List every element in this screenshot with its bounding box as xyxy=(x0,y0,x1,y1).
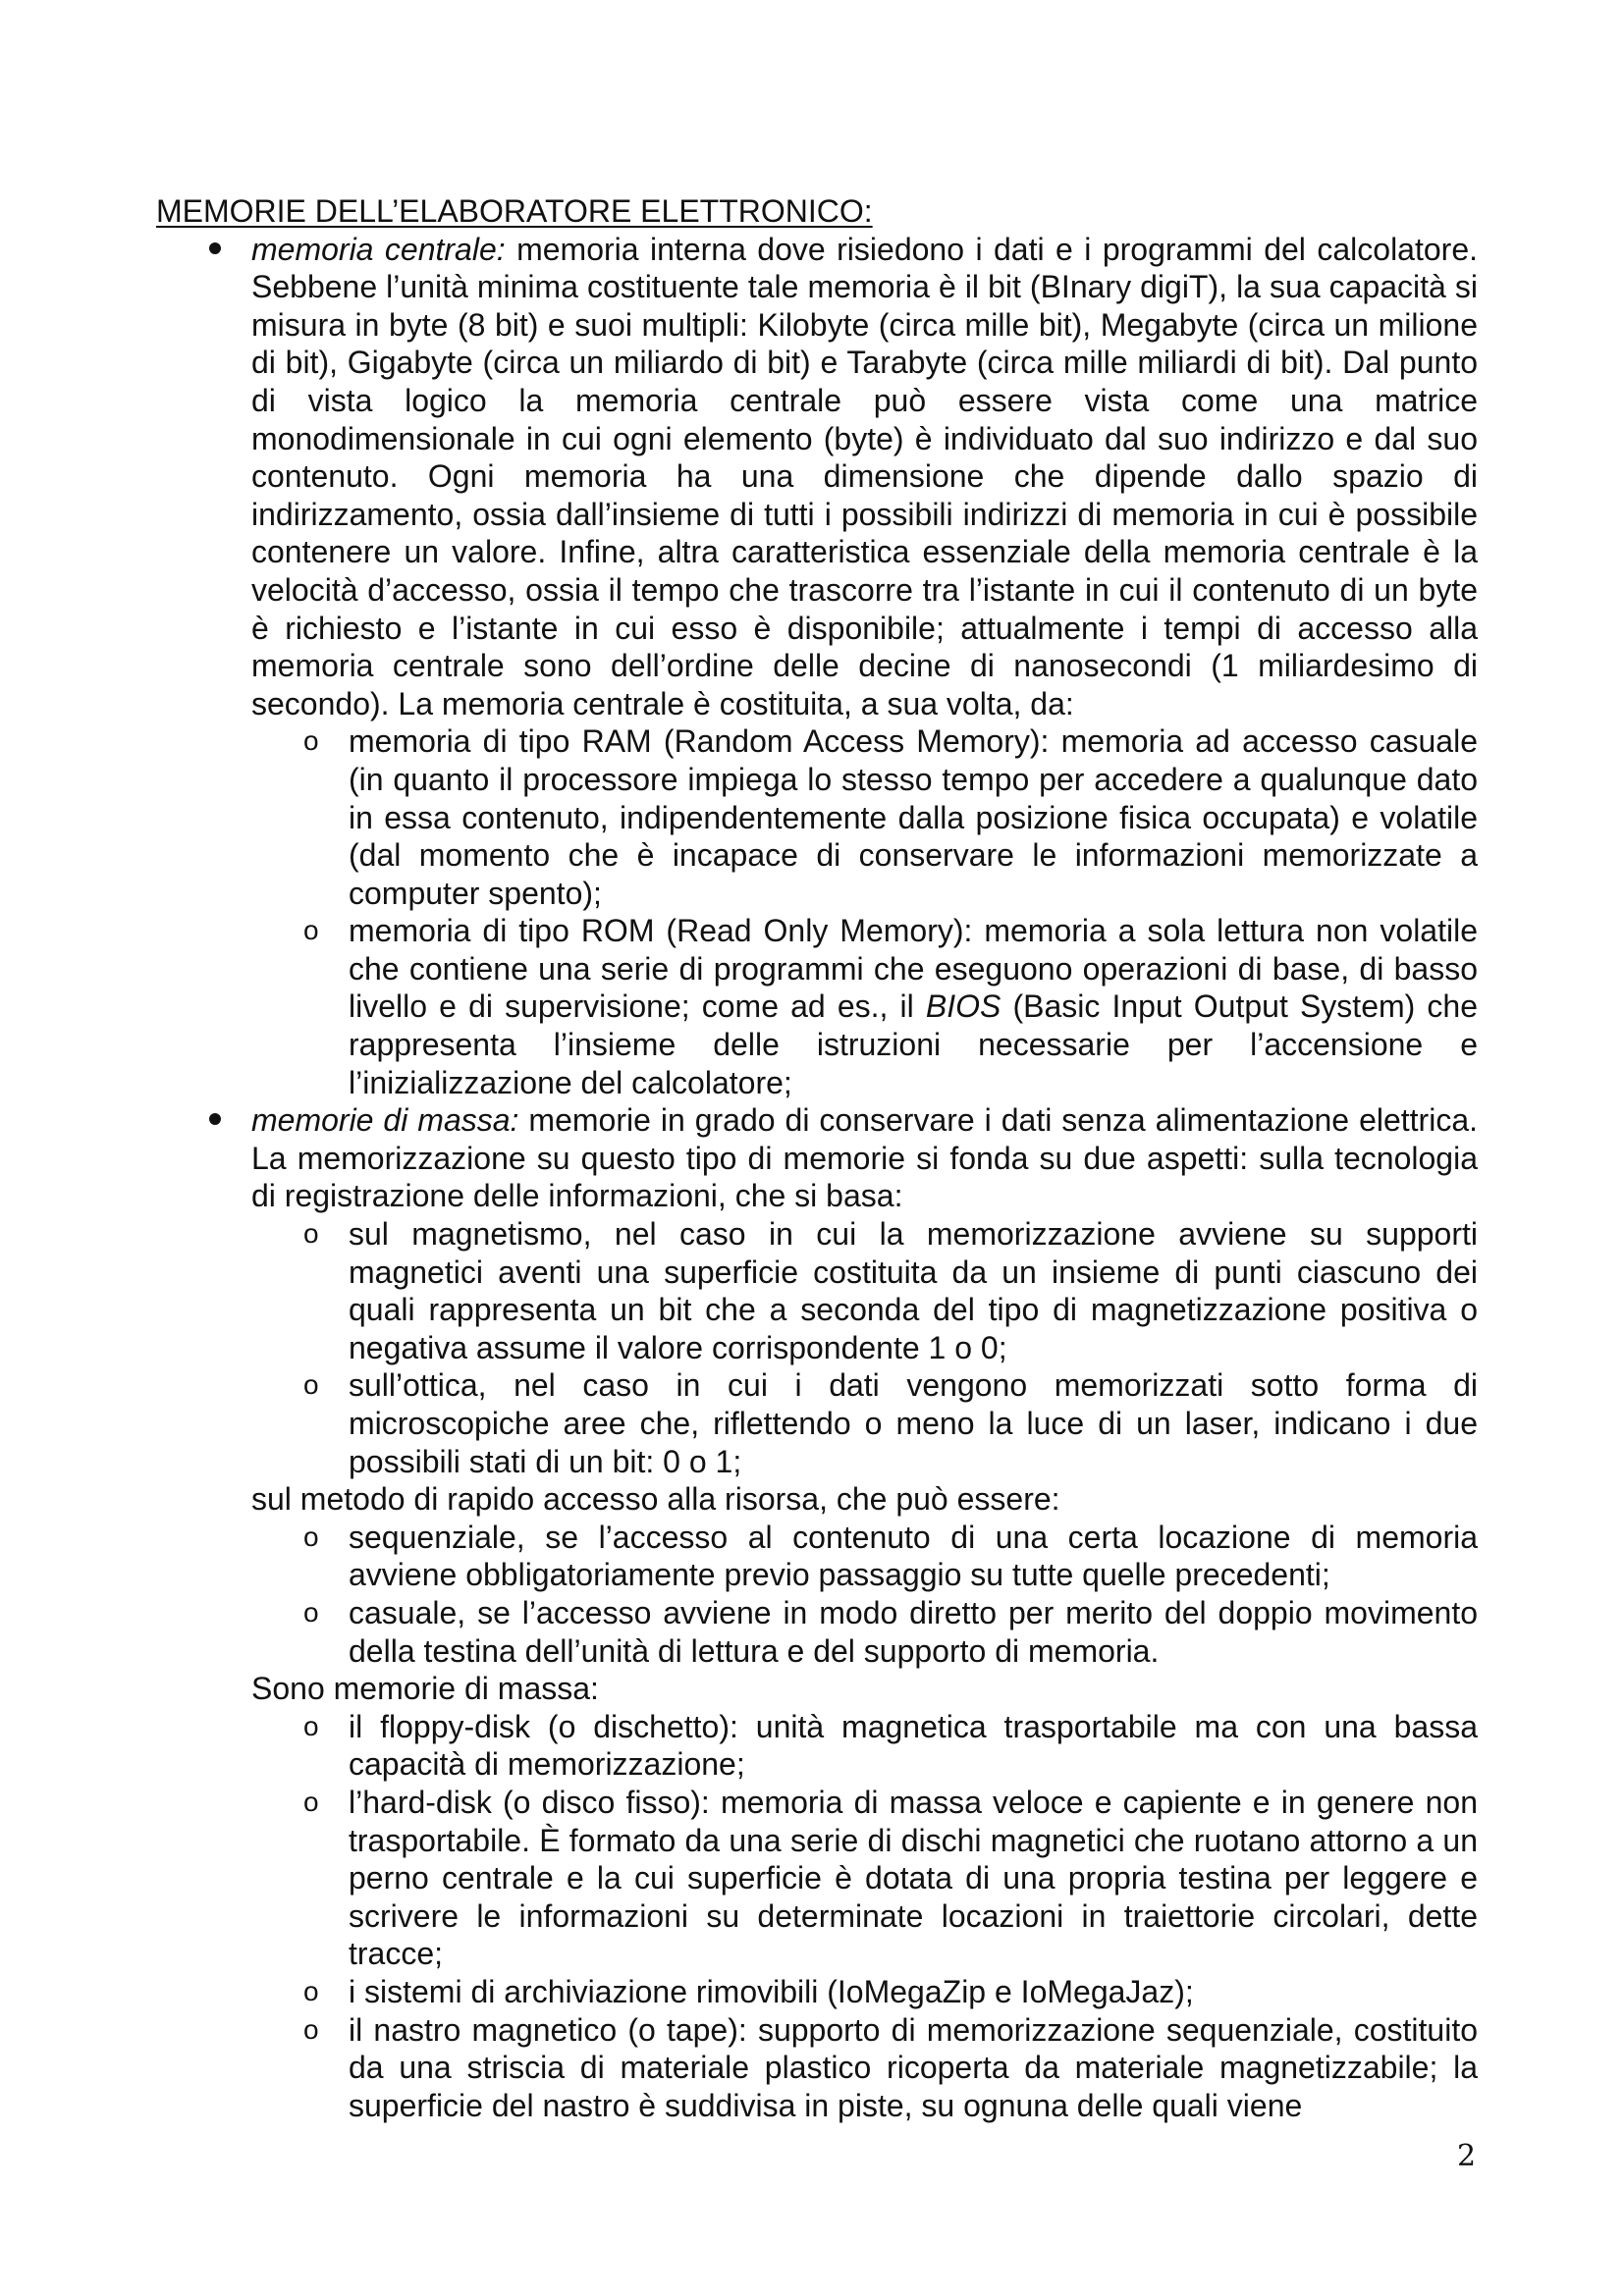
access-intro: sul metodo di rapido accesso alla risorsa, che può essere: xyxy=(251,1481,1060,1518)
circle-bullet-icon: o xyxy=(303,725,319,757)
types-sublist xyxy=(251,1708,1478,2125)
circle-bullet-icon: o xyxy=(303,1218,319,1250)
ottica-text: sull’ottica, nel caso in cui i dati vengono memorizzati sotto forma di microscopiche aree che, riflettendo o meno la luce di un laser, indicano i due possibili stati di un bit: 0 o 1; xyxy=(349,1367,1478,1479)
circle-bullet-icon: o xyxy=(303,1596,319,1628)
sub-item-floppy xyxy=(251,1708,1478,1784)
sub-item-magnetismo xyxy=(251,1215,1478,1366)
hard-disk-text: l’hard-disk (o disco fisso): memoria di massa veloce e capiente e in genere non trasportabile. È formato da una serie di dischi magnetici che ruotano attorno a un perno centrale e la cui superficie è dotata di una propria testina per leggere e scrivere le informazioni su determinate locazioni in traiettorie circolari, dette tracce; xyxy=(349,1784,1478,1972)
types-intro: Sono memorie di massa: xyxy=(251,1671,599,1707)
memoria-centrale-sublist xyxy=(251,722,1478,1101)
rom-bios-term: BIOS xyxy=(925,988,1001,1025)
access-sublist xyxy=(251,1519,1478,1670)
memorie-di-massa-text: memorie in grado di conservare i dati senza alimentazione elettrica. La memorizzazione su questo tipo di memorie si fonda su due aspetti: sulla tecnologia di registrazione delle informazioni, che si basa: xyxy=(251,1102,1479,1214)
magnetismo-text: sul magnetismo, nel caso in cui la memorizzazione avviene su supporti magnetici aventi una superficie costituita da un insieme di punti ciascuno dei quali rappresenta un bit che a seconda del tipo di magnetizzazione positiva o negativa assume il valore corrispondente 1 o 0; xyxy=(349,1216,1478,1365)
sub-item-rimovibili xyxy=(251,1973,1478,2011)
technology-sublist xyxy=(251,1215,1478,1480)
circle-bullet-icon: o xyxy=(303,1786,319,1817)
page-number: 2 xyxy=(1457,2139,1477,2173)
sub-item-hard-disk xyxy=(251,1784,1478,1973)
ram-text: memoria di tipo RAM (Random Access Memory): memoria ad accesso casuale (in quanto il processore impiega lo stesso tempo per accedere a qualunque dato in essa contenuto, indipendentemente dalla posizione fisica occupata) e volatile (dal momento che è incapace di conservare le informazioni memorizzate a computer spento); xyxy=(349,723,1478,911)
circle-bullet-icon: o xyxy=(303,915,319,946)
sub-item-ottica xyxy=(251,1366,1478,1480)
main-bullet-list xyxy=(156,231,1478,2125)
list-item-memoria-centrale xyxy=(156,231,1478,1102)
memoria-centrale-text: memoria interna dove risiedono i dati e i programmi del calcolatore. Sebbene l’unità minima costituente tale memoria è il bit (BInary digiT), la sua capacità si misura in byte (8 bit) e suoi multipli: Kilobyte (circa mille bit), Megabyte (circa un milione di bit), Gigabyte (circa un miliardo di bit) e Tarabyte (circa mille miliardi di bit). Dal punto di vista logico la memoria centrale può essere vista come una matrice monodimensionale in cui ogni elemento (byte) è individuato dal suo indirizzo e dal suo contenuto. Ogni memoria ha una dimensione che dipende dallo spazio di indirizzamento, ossia dall’insieme di tutti i possibili indirizzi di memoria in cui è possibile contenere un valore. Infine, altra caratteristica essenziale della memoria centrale è la velocità d’accesso, ossia il tempo che trascorre tra l’istante in cui il contenuto di un byte è richiesto e l’istante in cui esso è disponibile; attualmente i tempi di accesso alla memoria centrale sono dell’ordine delle decine di nanosecondi (1 miliardesimo di secondo). La memoria centrale è costituita, a sua volta, da: xyxy=(251,231,1479,721)
circle-bullet-icon: o xyxy=(303,1369,319,1401)
casuale-text: casuale, se l’accesso avviene in modo diretto per merito del doppio movimento della testina dell’unità di lettura e del supporto di memoria. xyxy=(349,1594,1478,1669)
rimovibili-text: i sistemi di archiviazione rimovibili (IoMegaZip e IoMegaJaz); xyxy=(349,1973,1194,2009)
nastro-text: il nastro magnetico (o tape): supporto di memorizzazione sequenziale, costituito da una striscia di materiale plastico ricoperta da materiale magnetizzabile; la superficie del nastro è suddivisa in piste, su ognuna delle quali viene xyxy=(349,2011,1478,2123)
rom-text-after: (Basic Input Output System) che rappresenta l’insieme delle istruzioni necessarie per l’accensione e l’inizializzazione del calcolatore; xyxy=(349,988,1479,1100)
sub-item-sequenziale xyxy=(251,1519,1478,1594)
page-content xyxy=(156,192,1478,2124)
sub-item-rom xyxy=(251,912,1478,1101)
circle-bullet-icon: o xyxy=(303,1710,319,1741)
sequenziale-text: sequenziale, se l’accesso al contenuto di una certa locazione di memoria avviene obbligatoriamente previo passaggio su tutte quelle precedenti; xyxy=(349,1519,1478,1593)
sub-item-nastro xyxy=(251,2011,1478,2125)
list-item-memorie-di-massa xyxy=(156,1101,1478,2124)
rom-text-before: memoria di tipo ROM (Read Only Memory): memoria a sola lettura non volatile che contiene una serie di programmi che eseguono operazioni di base, di basso livello e di supervisione; come ad es., il xyxy=(349,913,1478,1025)
bullet-icon xyxy=(209,1113,221,1125)
circle-bullet-icon: o xyxy=(303,2013,319,2045)
floppy-text: il floppy-disk (o dischetto): unità magnetica trasportabile ma con una bassa capacità di memorizzazione; xyxy=(349,1708,1478,1783)
circle-bullet-icon: o xyxy=(303,1521,319,1552)
term-memorie-di-massa: memorie di massa: xyxy=(251,1102,519,1139)
circle-bullet-icon: o xyxy=(303,1975,319,2006)
page-title: MEMORIE DELL’ELABORATORE ELETTRONICO: xyxy=(156,193,873,229)
term-memoria-centrale: memoria centrale: xyxy=(251,231,506,267)
sub-item-casuale xyxy=(251,1594,1478,1670)
bullet-icon xyxy=(209,242,221,254)
sub-item-ram xyxy=(251,722,1478,912)
